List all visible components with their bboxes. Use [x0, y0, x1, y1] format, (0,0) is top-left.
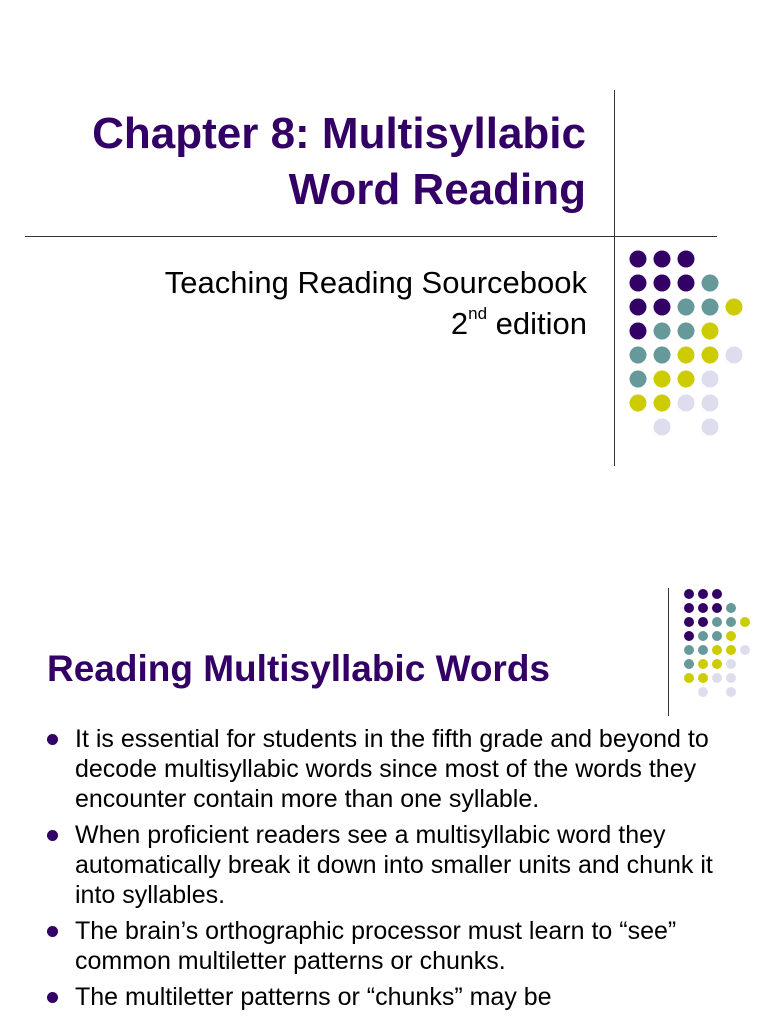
decor-dot — [712, 645, 722, 655]
decor-dot — [630, 323, 647, 340]
decor-dot — [654, 371, 671, 388]
decor-dot — [654, 299, 671, 316]
bullet-icon — [47, 830, 58, 841]
decor-dot — [684, 617, 694, 627]
decor-dot — [726, 617, 736, 627]
decor-dot — [678, 299, 695, 316]
list-item — [47, 982, 747, 1012]
dot-grid-icon — [622, 245, 752, 445]
decor-dot — [702, 419, 719, 436]
decor-dot — [630, 251, 647, 268]
decor-dot — [698, 631, 708, 641]
dot-grid-icon — [681, 589, 761, 699]
decor-dot — [726, 645, 736, 655]
bullet-icon — [47, 734, 58, 745]
decor-dot — [678, 371, 695, 388]
decor-dot — [712, 603, 722, 613]
decor-dot — [678, 275, 695, 292]
decor-dot — [702, 371, 719, 388]
vertical-divider — [614, 90, 615, 466]
slide-title — [26, 106, 586, 218]
decor-dot — [684, 631, 694, 641]
decor-dot — [684, 659, 694, 669]
edition-number: 2 — [450, 306, 469, 341]
bullet-icon — [47, 926, 58, 937]
decor-dot — [698, 645, 708, 655]
decor-dot — [630, 395, 647, 412]
decor-dot — [654, 419, 671, 436]
decor-dot — [702, 347, 719, 364]
list-item — [47, 820, 747, 910]
decor-dot — [712, 659, 722, 669]
vertical-divider — [668, 588, 669, 716]
decor-dot — [698, 603, 708, 613]
decor-dot — [702, 299, 719, 316]
decor-dot — [654, 323, 671, 340]
edition-superscript: nd — [468, 303, 488, 323]
decor-dot — [702, 395, 719, 412]
decor-dot — [698, 589, 708, 599]
decor-dot — [698, 617, 708, 627]
bullet-text: When proficient readers see a multisyllabic word they automatically break it down into smaller units and chunk it into syllables. — [75, 821, 713, 909]
bullet-list — [47, 724, 747, 1018]
decor-dot — [654, 347, 671, 364]
decor-dot — [684, 603, 694, 613]
subtitle-line-1: Teaching Reading Sourcebook — [164, 265, 587, 300]
decor-dot — [702, 275, 719, 292]
decor-dot — [712, 673, 722, 683]
decor-dot — [654, 251, 671, 268]
decor-dot — [678, 251, 695, 268]
bullet-text: The multiletter patterns or “chunks” may be — [75, 983, 552, 1011]
decor-dot — [678, 323, 695, 340]
decor-dot — [630, 299, 647, 316]
decor-dot — [684, 589, 694, 599]
decor-dot — [726, 631, 736, 641]
decor-dot — [726, 687, 736, 697]
list-item — [47, 724, 747, 814]
decor-dot — [740, 645, 750, 655]
decor-dot — [698, 687, 708, 697]
decor-dot — [726, 603, 736, 613]
slide-title: Reading Multisyllabic Words — [47, 648, 551, 689]
bullet-text: The brain’s orthographic processor must learn to “see” common multiletter patterns or chunks. — [75, 917, 677, 975]
decor-dot — [726, 673, 736, 683]
decor-dot — [726, 659, 736, 669]
edition-text: edition — [487, 306, 587, 341]
decor-dot — [654, 395, 671, 412]
slide-subtitle — [27, 262, 587, 344]
bullet-text: It is essential for students in the fifth grade and beyond to decode multisyllabic words since most of the words they encounter contain more than one syllable. — [75, 725, 709, 813]
decor-dot — [698, 659, 708, 669]
decor-dot — [684, 645, 694, 655]
decor-dot — [726, 299, 743, 316]
title-line-2: Word Reading — [288, 165, 586, 214]
title-line-1: Chapter 8: Multisyllabic — [92, 109, 586, 158]
decor-dot — [630, 275, 647, 292]
bullet-icon — [47, 992, 58, 1003]
decor-dot — [712, 589, 722, 599]
decor-dot — [712, 617, 722, 627]
decor-dot — [678, 395, 695, 412]
decor-dot — [726, 347, 743, 364]
list-item — [47, 916, 747, 976]
decor-dot — [654, 275, 671, 292]
decor-dot — [630, 371, 647, 388]
decor-dot — [702, 323, 719, 340]
decor-dot — [678, 347, 695, 364]
decor-dot — [740, 617, 750, 627]
decor-dot — [712, 631, 722, 641]
decor-dot — [630, 347, 647, 364]
decor-dot — [684, 673, 694, 683]
decor-dot — [698, 673, 708, 683]
content-slide — [0, 560, 768, 1024]
